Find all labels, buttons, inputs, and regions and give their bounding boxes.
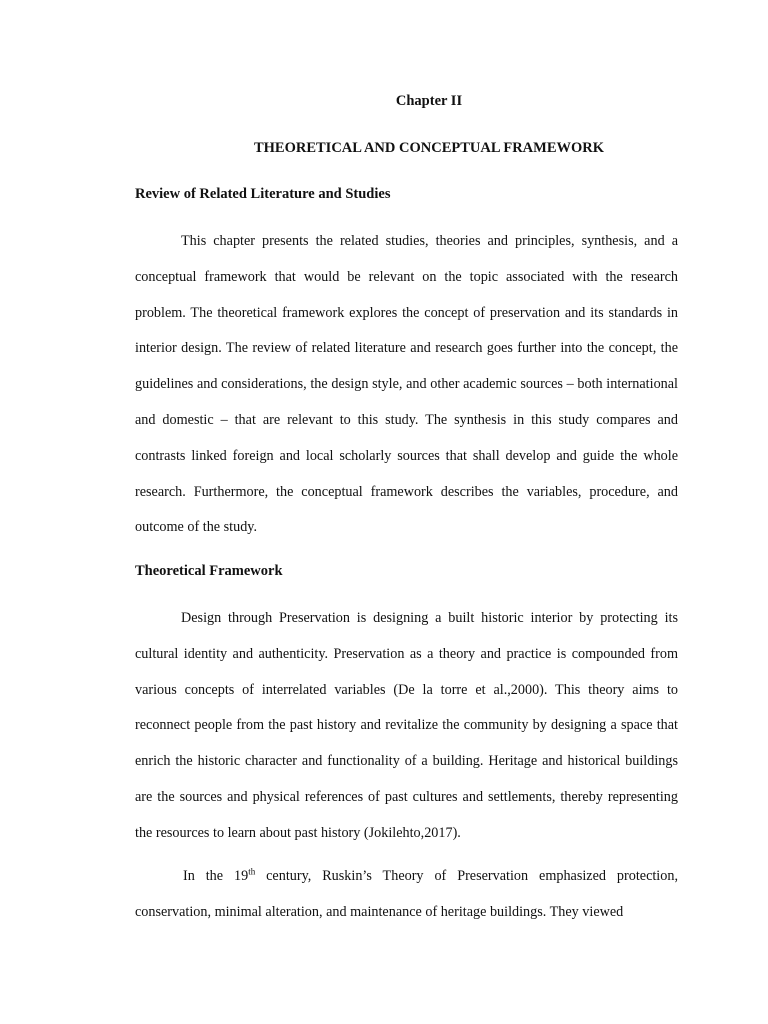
paragraph-review: This chapter presents the related studies, theories and principles, synthesis, and a conceptual framework that would be relevant on the topic associated with the research problem. The theoretical framework explores the concept of preservation and its standards in interior design. The review of related literature and research goes further into the concept, the guidelines and considerations, the design style, and other academic sources – both international and domestic – that are relevant to this study. The synthesis in this study compares and contrasts linked foreign and local scholarly sources that shall develop and guide the whole research. Furthermore, the conceptual framework describes the variables, procedure, and outcome of the study. (135, 233, 678, 536)
section-heading-theoretical-framework: Theoretical Framework (135, 563, 283, 579)
paragraph-ruskin-rest: century, Ruskin’s Theory of Preservation emphasized protection, conservation, minimal alteration, and maintenance of heritage buildings. They viewed (135, 868, 678, 920)
paragraph-ruskin (135, 859, 678, 931)
section-heading-review: Review of Related Literature and Studies (135, 186, 391, 202)
paragraph-ruskin-start: In the 19 (183, 868, 249, 884)
chapter-label: Chapter II (395, 93, 463, 109)
ordinal-superscript: th (248, 866, 256, 877)
paragraph-theoretical-framework: Design through Preservation is designing a built historic interior by protecting its cultural identity and authenticity. Preservation as a theory and practice is compounded from various concepts of interrelated variables (De la torre et al.,2000). This theory aims to reconnect people from the past history and revitalize the community by designing a space that enrich the historic character and functionality of a building. Heritage and historical buildings are the sources and physical references of past cultures and settlements, thereby representing the resources to learn about past history (Jokilehto,2017). (135, 610, 678, 841)
page-title: THEORETICAL AND CONCEPTUAL FRAMEWORK (253, 140, 605, 156)
